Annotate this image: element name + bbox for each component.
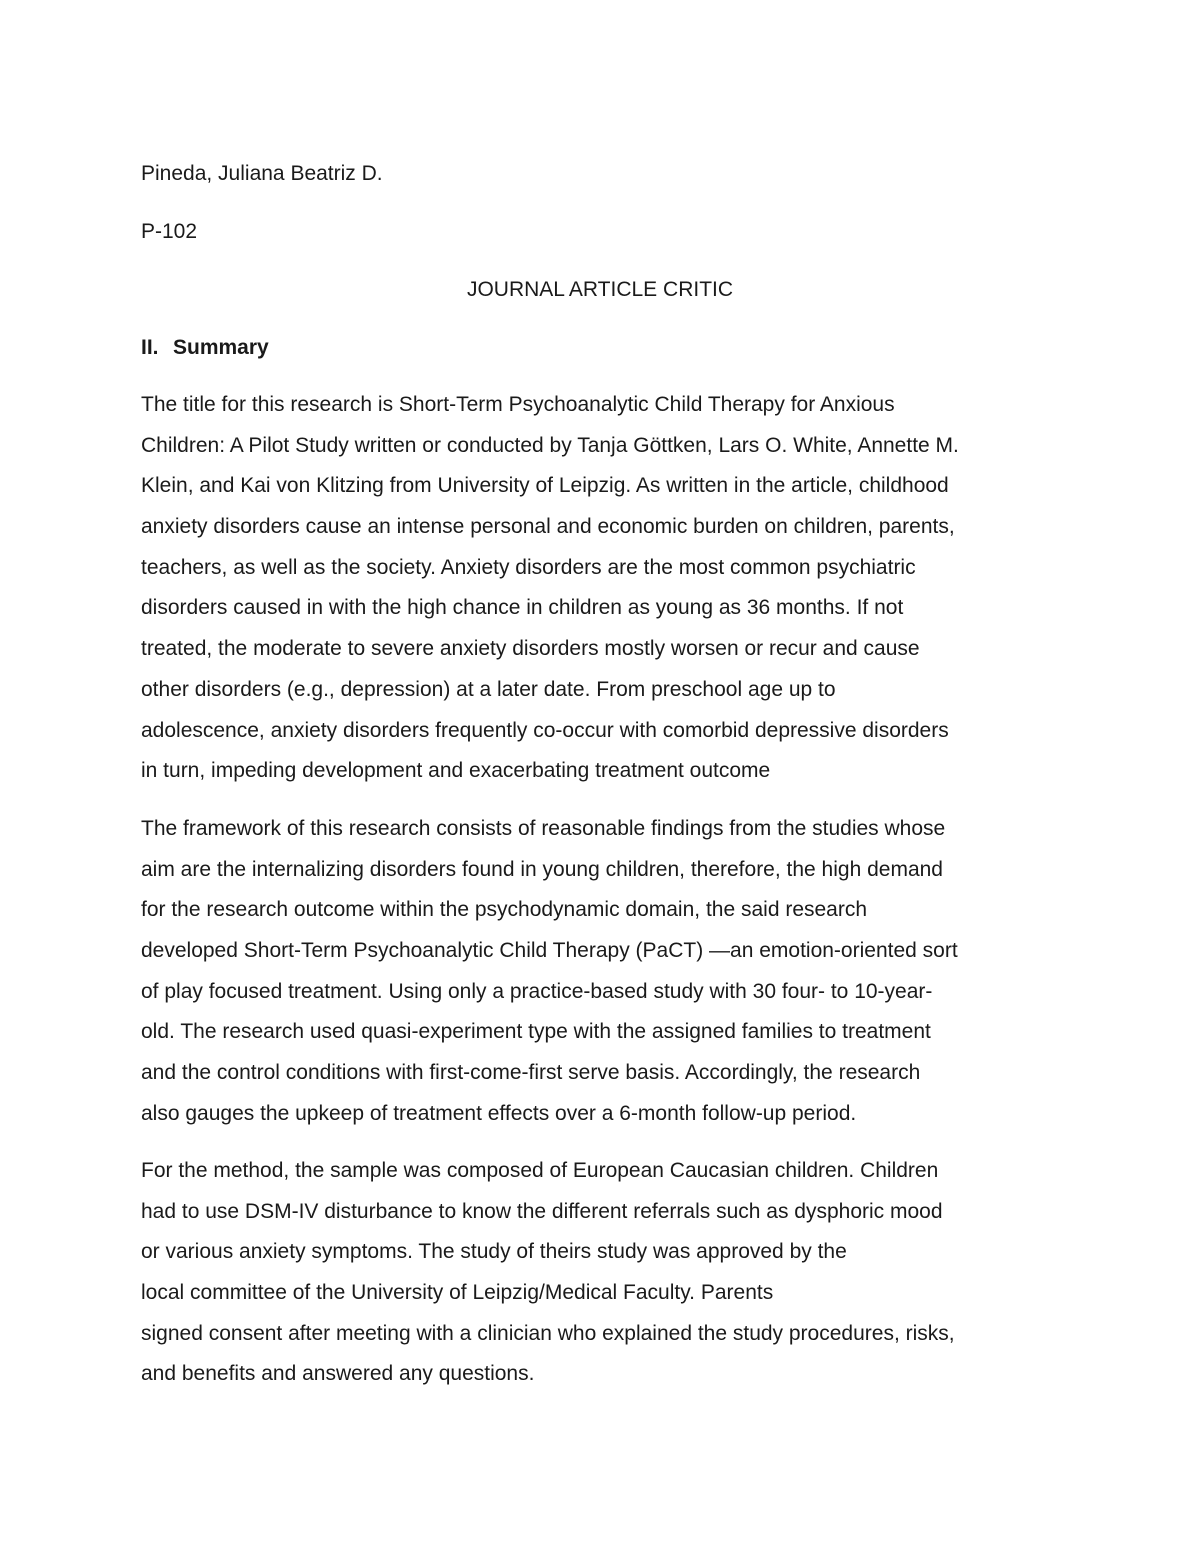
section-heading: [141, 336, 269, 360]
paragraph-method: [141, 1151, 955, 1395]
author-name: Pineda, Juliana Beatriz D.: [141, 162, 383, 185]
paragraph-line: For the method, the sample was composed of European Caucasian children. Children: [141, 1159, 939, 1182]
paragraph-line: in turn, impeding development and exacerbating treatment outcome: [141, 759, 771, 783]
paragraph-line: developed Short-Term Psychoanalytic Child Therapy (PaCT) —an emotion-oriented sort: [141, 939, 958, 963]
paragraph-line: or various anxiety symptoms. The study of theirs study was approved by the: [141, 1240, 847, 1264]
paragraph-line: and benefits and answered any questions.: [141, 1362, 535, 1386]
paragraph-line: also gauges the upkeep of treatment effects over a 6-month follow-up period.: [141, 1101, 857, 1125]
paragraph-line: of play focused treatment. Using only a practice-based study with 30 four- to 10-year-: [141, 979, 933, 1003]
paragraph-line: Children: A Pilot Study written or conducted by Tanja Göttken, Lars O. White, Annette M.: [141, 433, 959, 457]
paragraph-line: signed consent after meeting with a clinician who explained the study procedures, risks,: [141, 1321, 955, 1345]
heading-number: II.: [141, 336, 159, 359]
paragraph-line: anxiety disorders cause an intense personal and economic burden on children, parents,: [141, 515, 955, 539]
paragraph-line: old. The research used quasi-experiment type with the assigned families to treatment: [141, 1020, 931, 1044]
paragraph-line: teachers, as well as the society. Anxiety disorders are the most common psychiatric: [141, 555, 916, 579]
paragraph-line: disorders caused in with the high chance in children as young as 36 months. If not: [141, 596, 904, 620]
paragraph-summary-intro: [141, 385, 959, 792]
heading-label: Summary: [173, 336, 269, 359]
paragraph-line: aim are the internalizing disorders found in young children, therefore, the high demand: [141, 857, 943, 881]
section-code: P-102: [141, 220, 198, 243]
paragraph-line: Klein, and Kai von Klitzing from University of Leipzig. As written in the article, childhood: [141, 474, 949, 498]
paragraph-line: adolescence, anxiety disorders frequently co-occur with comorbid depressive disorders: [141, 718, 949, 742]
document-title: JOURNAL ARTICLE CRITIC: [466, 278, 734, 301]
paragraph-line: for the research outcome within the psychodynamic domain, the said research: [141, 898, 868, 922]
paragraph-line: other disorders (e.g., depression) at a later date. From preschool age up to: [141, 677, 836, 701]
paragraph-line: The title for this research is Short-Term Psychoanalytic Child Therapy for Anxious: [141, 393, 895, 416]
paragraph-line: and the control conditions with first-come-first serve basis. Accordingly, the research: [141, 1061, 921, 1085]
paragraph-line: The framework of this research consists of reasonable findings from the studies whose: [141, 817, 946, 840]
paragraph-line: had to use DSM-IV disturbance to know the different referrals such as dysphoric mood: [141, 1199, 943, 1223]
paragraph-line: treated, the moderate to severe anxiety disorders mostly worsen or recur and cause: [141, 637, 920, 661]
paragraph-line: local committee of the University of Leipzig/Medical Faculty. Parents: [141, 1281, 774, 1305]
paragraph-framework: [141, 809, 958, 1135]
